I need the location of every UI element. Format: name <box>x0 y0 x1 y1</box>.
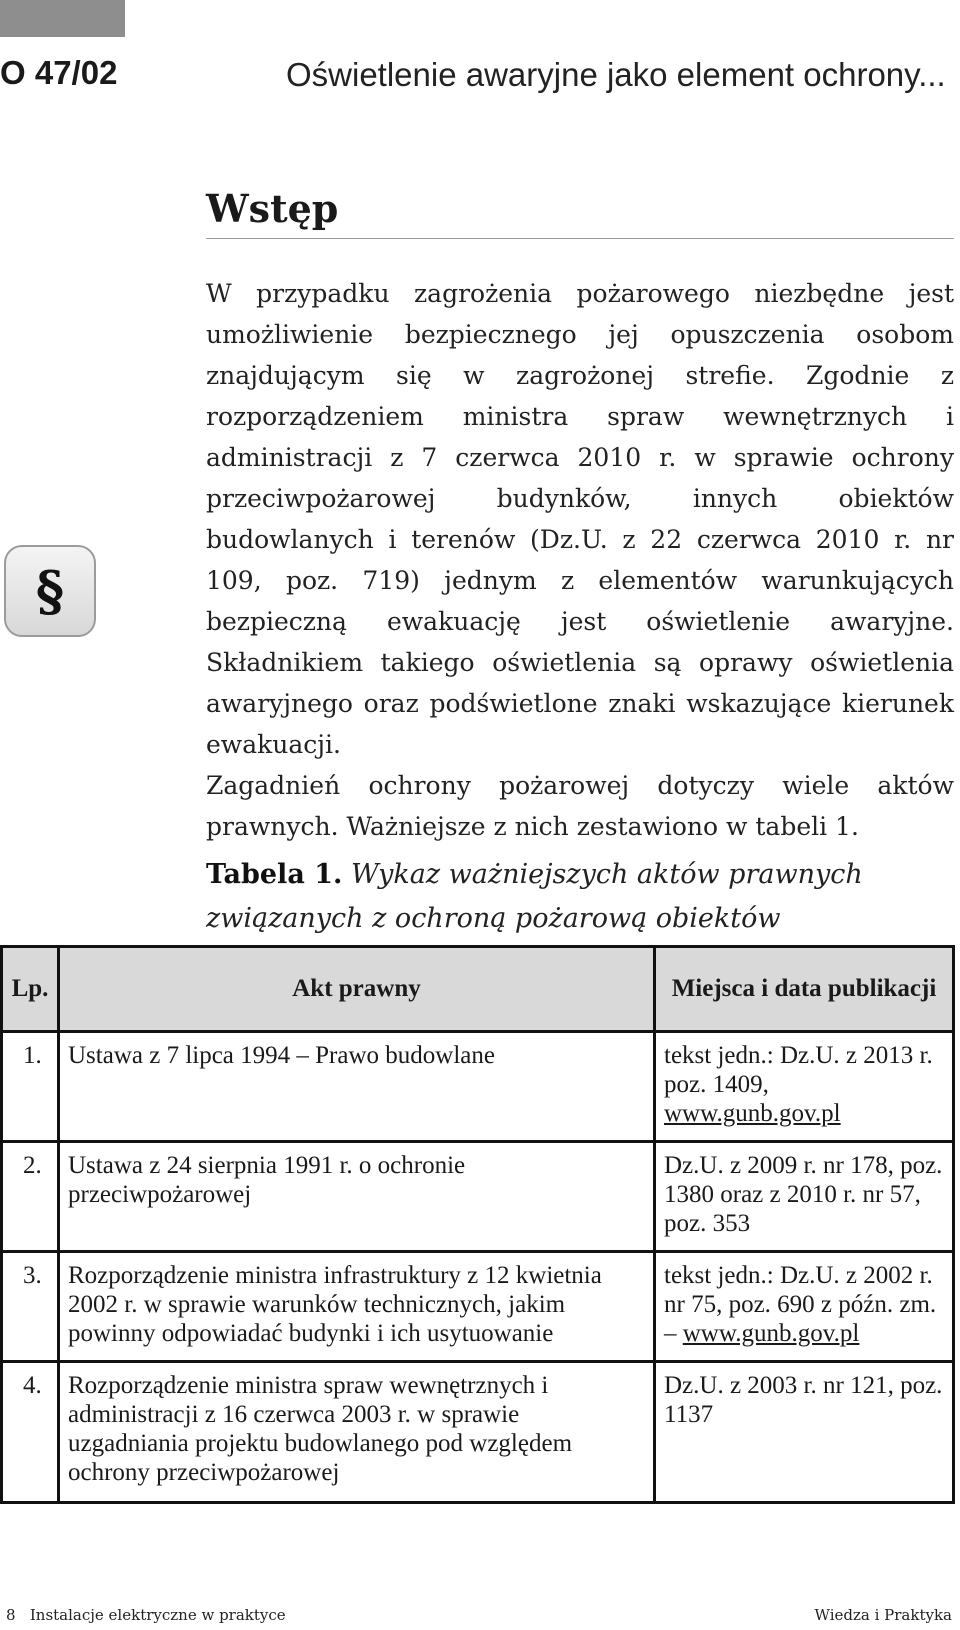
section-title: Wstęp <box>206 186 339 231</box>
legal-acts-table <box>0 945 955 1504</box>
intro-paragraph-2: Zagadnień ochrony pożarowej dotyczy wiele aktów prawnych. Ważniejsze z nich zestawiono w tabeli 1. <box>206 771 954 841</box>
page-tab-marker <box>0 0 125 37</box>
table-caption-label: Tabela 1. <box>206 859 343 890</box>
row-number: 2. <box>2 1142 59 1252</box>
section-sign-icon: § <box>4 545 96 637</box>
table-row <box>2 1362 954 1503</box>
intro-text <box>206 273 954 847</box>
table-caption-text: Wykaz ważniejszych aktów prawnych związanych z ochroną pożarową obiektów <box>206 859 863 934</box>
row-act: Rozporządzenie ministra infrastruktury z 12 kwietnia 2002 r. w sprawie warunków technicznych, jakim powinny odpowiadać budynki i ich usytuowanie <box>59 1252 655 1362</box>
intro-paragraph-1: W przypadku zagrożenia pożarowego niezbędne jest umożliwienie bezpiecznego jej opuszczenia osobom znajdującym się w zagrożonej strefie. Zgodnie z rozporządzeniem ministra spraw wewnętrznych i administracji z 7 czerwca 2010 r. w sprawie ochrony przeciwpożarowej budynków, innych obiektów budowlanych i terenów (Dz.U. z 22 czerwca 2010 r. nr 109, poz. 719) jednym z elementów warunkujących bezpieczną ewakuację jest oświetlenie awaryjne. Składnikiem takiego oświetlenia są oprawy oświetlenia awaryjnego oraz podświetlone znaki wskazujące kierunek ewakuacji. <box>206 279 954 759</box>
publication-text: tekst jedn.: Dz.U. z 2002 r. nr 75, poz. 690 z późn. zm. – <box>664 1262 937 1347</box>
row-act: Rozporządzenie ministra spraw wewnętrznych i administracji z 16 czerwca 2003 r. w sprawie uzgadniania projektu budowlanego pod względem ochrony przeciwpożarowej <box>59 1362 655 1503</box>
row-publication <box>655 1032 954 1142</box>
row-number: 1. <box>2 1032 59 1142</box>
row-publication: Dz.U. z 2009 r. nr 178, poz. 1380 oraz z 2010 r. nr 57, poz. 353 <box>655 1142 954 1252</box>
table-row <box>2 1032 954 1142</box>
section-divider <box>206 238 954 239</box>
row-act: Ustawa z 24 sierpnia 1991 r. o ochronie przeciwpożarowej <box>59 1142 655 1252</box>
publication-text: tekst jedn.: Dz.U. z 2013 r. poz. 1409, <box>664 1042 933 1098</box>
page-number: 8 <box>6 1606 16 1624</box>
row-number: 4. <box>2 1362 59 1503</box>
table-header-row <box>2 947 954 1032</box>
footer-left <box>6 1606 286 1624</box>
document-code: O 47/02 <box>0 54 118 91</box>
row-publication <box>655 1252 954 1362</box>
publication-link[interactable]: www.gunb.gov.pl <box>682 1320 860 1347</box>
row-publication: Dz.U. z 2003 r. nr 121, poz. 1137 <box>655 1362 954 1503</box>
table-row <box>2 1142 954 1252</box>
header-act: Akt prawny <box>59 947 655 1032</box>
row-number: 3. <box>2 1252 59 1362</box>
publication-link[interactable]: www.gunb.gov.pl <box>664 1100 841 1127</box>
header-publication: Miejsca i data publikacji <box>655 947 954 1032</box>
publisher-name: Wiedza i Praktyka <box>814 1606 952 1624</box>
running-title: Oświetlenie awaryjne jako element ochrony... <box>286 56 946 93</box>
table-row <box>2 1252 954 1362</box>
header-lp: Lp. <box>2 947 59 1032</box>
row-act: Ustawa z 7 lipca 1994 – Prawo budowlane <box>59 1032 655 1142</box>
publication-name: Instalacje elektryczne w praktyce <box>29 1606 286 1624</box>
